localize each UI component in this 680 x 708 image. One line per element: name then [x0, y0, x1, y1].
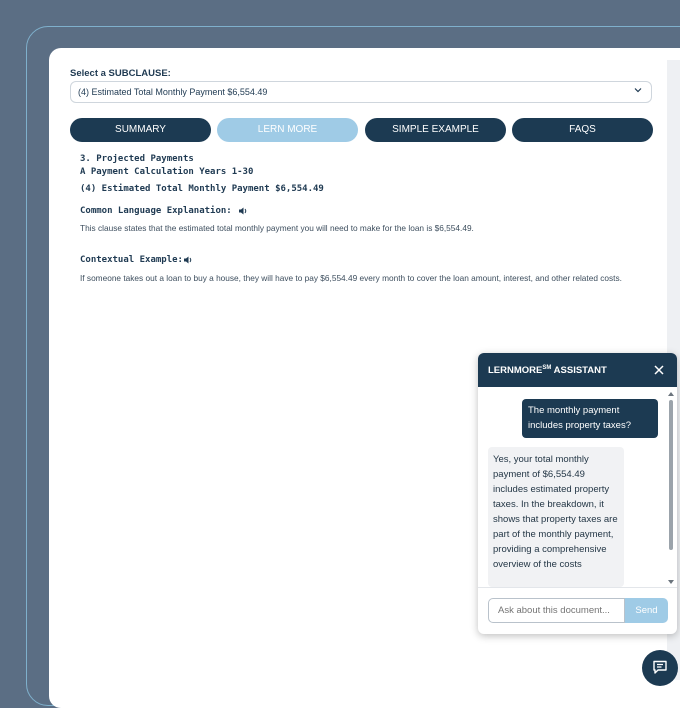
section-title: 3. Projected Payments: [80, 154, 194, 164]
subclause-selected-value: (4) Estimated Total Monthly Payment $6,554.49: [78, 87, 268, 97]
chat-input[interactable]: [488, 598, 625, 623]
contextual-example-heading: Contextual Example:: [80, 255, 183, 265]
chat-header: [478, 353, 677, 387]
chevron-down-icon: [633, 85, 643, 95]
chat-icon: [652, 659, 668, 675]
chat-launcher-button[interactable]: [642, 650, 678, 686]
close-icon[interactable]: [653, 364, 665, 376]
assistant-message: Yes, your total monthly payment of $6,554.49 includes estimated property taxes. In the breakdown, it shows that property taxes are part of the monthly payment, providing a comprehensive overview of the costs: [488, 447, 624, 587]
assistant-chat-panel: [478, 353, 677, 634]
chat-title-suffix: ASSISTANT: [551, 365, 607, 377]
scroll-up-arrow[interactable]: [667, 391, 675, 397]
subclause-select[interactable]: [70, 81, 652, 103]
tab-lern-more[interactable]: LERN MORE: [217, 118, 358, 142]
subsection-title: A Payment Calculation Years 1-30: [80, 167, 254, 177]
contextual-example-text: If someone takes out a loan to buy a house, they will have to pay $6,554.49 every month to cover the loan amount, interest, and other related costs.: [80, 273, 622, 283]
chat-divider: [478, 587, 677, 588]
chat-messages[interactable]: [478, 387, 677, 587]
tab-faqs[interactable]: FAQS: [512, 118, 653, 142]
send-button[interactable]: Send: [625, 598, 668, 623]
scroll-down-arrow[interactable]: [667, 579, 675, 585]
tab-simple-example[interactable]: SIMPLE EXAMPLE: [365, 118, 506, 142]
chat-title: [488, 365, 607, 376]
user-message: The monthly payment includes property taxes?: [522, 399, 658, 438]
tab-summary[interactable]: SUMMARY: [70, 118, 211, 142]
common-language-heading: Common Language Explanation:: [80, 206, 232, 216]
common-language-text: This clause states that the estimated total monthly payment you will need to make for the loan is $6,554.49.: [80, 223, 474, 233]
chat-title-superscript: SM: [542, 365, 552, 371]
speaker-icon[interactable]: [238, 206, 248, 216]
chat-title-text: LERNMORE: [488, 365, 543, 377]
subclause-label: Select a SUBCLAUSE:: [70, 68, 171, 79]
speaker-icon[interactable]: [183, 255, 193, 265]
chat-scrollbar-thumb[interactable]: [669, 400, 673, 550]
clause-title: (4) Estimated Total Monthly Payment $6,554.49: [80, 184, 324, 194]
